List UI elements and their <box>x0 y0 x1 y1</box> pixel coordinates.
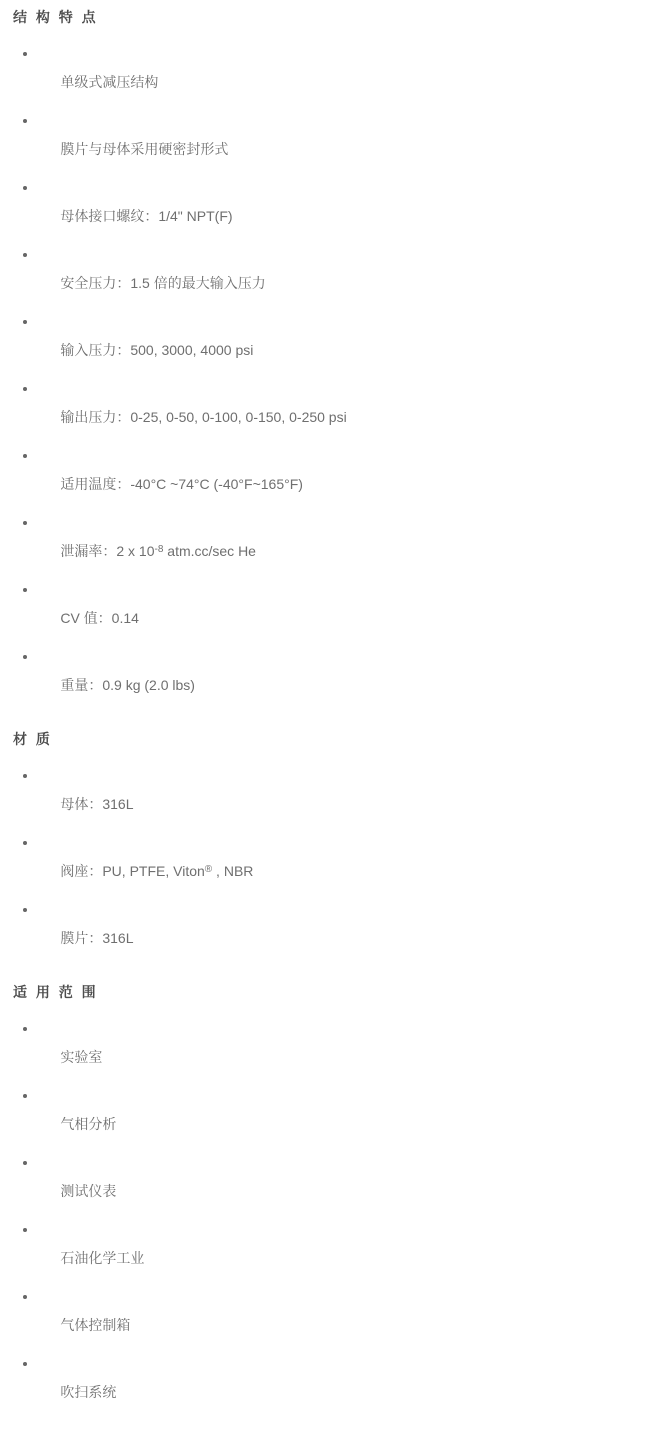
bullet-dot-icon <box>23 1094 27 1098</box>
list-item <box>13 114 647 170</box>
list-item-text: 测试仪表 <box>60 1183 117 1199</box>
spec-document <box>13 10 647 1413</box>
bullet-dot-icon <box>23 521 27 525</box>
list-item-text: 吹扫系统 <box>60 1384 117 1400</box>
bullet-dot-icon <box>23 774 27 778</box>
bullet-list <box>13 769 647 959</box>
list-item-text: 膜片与母体采用硬密封形式 <box>60 141 229 157</box>
list-item <box>13 47 647 103</box>
list-item <box>13 1290 647 1346</box>
item-text-post: , NBR <box>212 863 254 879</box>
bullet-dot-icon <box>23 253 27 257</box>
bullet-dot-icon <box>23 1161 27 1165</box>
list-item-text: 气体控制箱 <box>60 1317 131 1333</box>
list-item-text: 石油化学工业 <box>60 1250 145 1266</box>
list-item <box>13 315 647 371</box>
section-title: 适 用 范 围 <box>13 984 99 1000</box>
list-item-text: 气相分析 <box>60 1116 117 1132</box>
list-item-text: 输出压力：0-25, 0-50, 0-100, 0-150, 0-250 psi <box>60 409 347 425</box>
spec-section <box>13 732 647 959</box>
section-title: 结 构 特 点 <box>13 9 99 25</box>
bullet-dot-icon <box>23 588 27 592</box>
bullet-dot-icon <box>23 841 27 845</box>
item-text-post: atm.cc/sec He <box>163 543 256 559</box>
list-item <box>13 449 647 505</box>
bullet-dot-icon <box>23 1362 27 1366</box>
spec-section <box>13 985 647 1413</box>
list-item-text: CV 值：0.14 <box>60 610 139 626</box>
item-superscript: -8 <box>154 544 164 555</box>
bullet-dot-icon <box>23 1295 27 1299</box>
list-item-text: 实验室 <box>60 1049 103 1065</box>
list-item-text: 输入压力：500, 3000, 4000 psi <box>60 342 254 358</box>
list-item-text: 单级式减压结构 <box>60 74 159 90</box>
bullet-dot-icon <box>23 908 27 912</box>
list-item <box>13 836 647 892</box>
list-item <box>13 1022 647 1078</box>
list-item-text: 适用温度：-40°C ~74°C (-40°F~165°F) <box>60 476 303 492</box>
list-item <box>13 382 647 438</box>
list-item-text: 膜片：316L <box>60 930 134 946</box>
list-item <box>13 1357 647 1413</box>
bullet-dot-icon <box>23 1228 27 1232</box>
list-item <box>13 516 647 572</box>
item-text-pre: 泄漏率：2 x 10 <box>60 543 155 559</box>
bullet-dot-icon <box>23 52 27 56</box>
bullet-dot-icon <box>23 454 27 458</box>
list-item <box>13 583 647 639</box>
list-item <box>13 181 647 237</box>
bullet-dot-icon <box>23 320 27 324</box>
bullet-dot-icon <box>23 387 27 391</box>
bullet-dot-icon <box>23 1027 27 1031</box>
list-item-text: 母体接口螺纹：1/4" NPT(F) <box>60 208 233 224</box>
list-item-text: 母体：316L <box>60 796 134 812</box>
list-item-text: 安全压力：1.5 倍的最大输入压力 <box>60 275 266 291</box>
spec-section <box>13 10 647 706</box>
list-item <box>13 1156 647 1212</box>
list-item-text <box>60 543 256 559</box>
item-text-pre: 阀座：PU, PTFE, Viton <box>60 863 205 879</box>
list-item <box>13 769 647 825</box>
list-item-text <box>60 863 253 879</box>
list-item <box>13 903 647 959</box>
list-item <box>13 1089 647 1145</box>
bullet-list <box>13 1022 647 1413</box>
list-item <box>13 1223 647 1279</box>
list-item <box>13 650 647 706</box>
bullet-dot-icon <box>23 119 27 123</box>
bullet-dot-icon <box>23 655 27 659</box>
bullet-list <box>13 47 647 706</box>
item-superscript: ® <box>204 864 213 875</box>
list-item <box>13 248 647 304</box>
bullet-dot-icon <box>23 186 27 190</box>
list-item-text: 重量：0.9 kg (2.0 lbs) <box>60 677 195 693</box>
section-title: 材 质 <box>13 731 53 747</box>
